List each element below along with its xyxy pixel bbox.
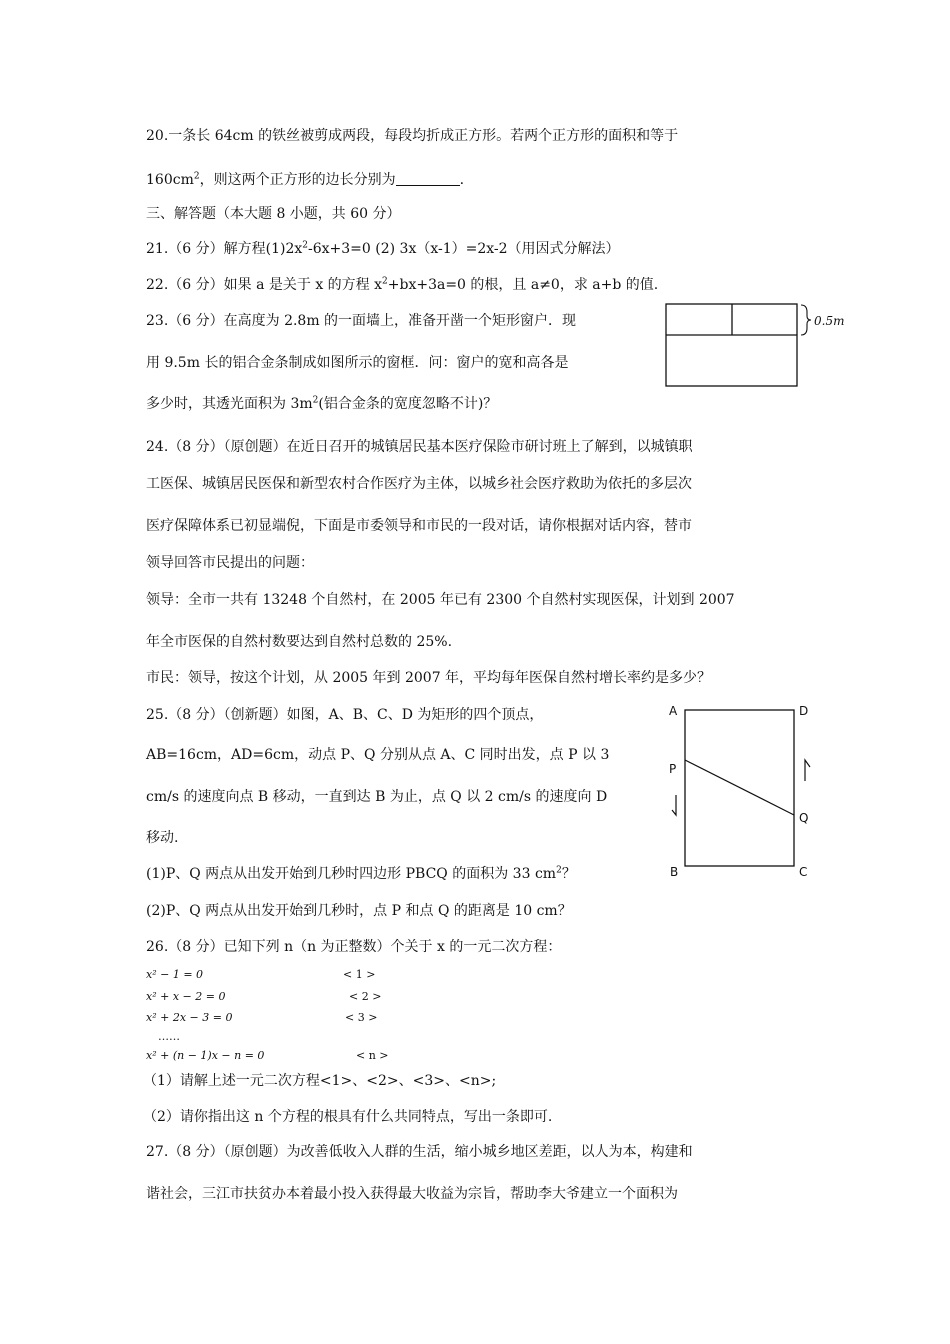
q23-line3-post: (铝合金条的宽度忽略不计)？ — [318, 396, 498, 412]
window-frame-figure — [664, 302, 854, 392]
q25-line6: (2)P、Q 两点从出发开始到几秒时，点 P 和点 Q 的距离是 10 cm？ — [146, 903, 572, 919]
q27-line2: 谐社会，三江市扶贫办本着最小投入获得最大收益为宗旨，帮助李大爷建立一个面积为 — [146, 1186, 678, 1202]
q20-line2-pre: 160cm — [146, 172, 194, 188]
q22-sup: 2 — [382, 276, 388, 287]
q27-line1: 27.（8 分）（原创题）为改善低收入人群的生活，缩小城乡地区差距，以人为本，构建和 — [146, 1144, 693, 1160]
q24-line5: 领导：全市一共有 13248 个自然村，在 2005 年已有 2300 个自然村实现医保，计划到 2007 — [146, 592, 735, 608]
equation-2: x² + x − 2 = 0 — [146, 990, 226, 1003]
q25-line5-post: ？ — [561, 866, 576, 882]
q22-pre: 22.（6 分）如果 a 是关于 x 的方程 x — [146, 277, 383, 293]
q23-line2: 用 9.5m 长的铝合金条制成如图所示的窗框．问：窗户的宽和高各是 — [146, 355, 569, 371]
q24-line3: 医疗保障体系已初显端倪，下面是市委领导和市民的一段对话，请你根据对话内容，替市 — [146, 518, 692, 534]
q21-post: -6x+3=0 (2) 3x（x-1）=2x-2（用因式分解法） — [308, 241, 620, 257]
label-q: Q — [799, 811, 809, 825]
q21-pre: 21.（6 分）解方程(1)2x — [146, 241, 303, 257]
equation-2-tag: < 2 > — [349, 990, 382, 1003]
arrow-down-icon — [672, 795, 676, 815]
label-c: C — [799, 865, 808, 879]
q25-line2: AB=16cm，AD=6cm，动点 P、Q 分别从点 A、C 同时出发，点 P 以 3 — [146, 747, 610, 763]
q21-line — [146, 239, 620, 259]
q26-sub1: （1）请解上述一元二次方程<1>、<2>、<3>、<n>; — [143, 1073, 497, 1089]
q24-line2: 工医保、城镇居民医保和新型农村合作医疗为主体，以城乡社会医疗救助为依托的多层次 — [146, 476, 692, 492]
q23-line1: 23.（6 分）在高度为 2.8m 的一面墙上，准备开凿一个矩形窗户．现 — [146, 313, 577, 329]
dimension-label: 0.5m — [814, 314, 845, 328]
q22-post: +bx+3a=0 的根，且 a≠0，求 a+b 的值. — [387, 277, 659, 293]
q25-line1: 25.（8 分）（创新题）如图，A、B、C、D 为矩形的四个顶点， — [146, 707, 544, 723]
q25-line4: 移动. — [146, 830, 179, 846]
equation-1: x² − 1 = 0 — [146, 968, 204, 981]
q25-line5-pre: (1)P、Q 两点从出发开始到几秒时四边形 PBCQ 的面积为 33 cm — [146, 866, 557, 882]
arrow-up-icon — [805, 760, 810, 781]
label-d: D — [799, 704, 809, 718]
equation-3-tag: < 3 > — [345, 1011, 378, 1024]
equation-ellipsis: …… — [158, 1030, 180, 1043]
q20-line2-sup: 2 — [193, 171, 200, 182]
q25-line5 — [146, 864, 576, 884]
q22-line — [146, 275, 658, 295]
q21-sup: 2 — [302, 240, 308, 251]
rectangle-pq-figure — [660, 698, 820, 888]
segment-pq — [685, 760, 794, 815]
q25-line5-sup: 2 — [556, 865, 562, 876]
label-b: B — [670, 865, 679, 879]
answer-blank[interactable] — [396, 171, 460, 186]
q20-line2 — [146, 170, 464, 190]
brace-icon — [801, 305, 811, 335]
equation-n-tag: < n > — [356, 1049, 389, 1062]
q23-line3-pre: 多少时，其透光面积为 3m — [146, 396, 313, 412]
q25-line3: cm/s 的速度向点 B 移动，一直到达 B 为止，点 Q 以 2 cm/s 的速度向 D — [146, 789, 608, 805]
q23-line3 — [146, 394, 497, 414]
label-p: P — [669, 762, 677, 776]
equation-1-tag: < 1 > — [343, 968, 376, 981]
q20-line1: 20.一条长 64cm 的铁丝被剪成两段，每段均折成正方形。若两个正方形的面积和等于 — [146, 128, 679, 144]
q20-line2-end: . — [459, 172, 465, 188]
q24-line7: 市民：领导，按这个计划，从 2005 年到 2007 年，平均每年医保自然村增长率约是多少？ — [146, 670, 712, 686]
section-heading: 三、解答题（本大题 8 小题，共 60 分） — [146, 206, 401, 222]
equation-3: x² + 2x − 3 = 0 — [146, 1011, 233, 1024]
q20-line2-post: ，则这两个正方形的边长分别为 — [199, 172, 396, 188]
q23-line3-sup: 2 — [312, 395, 319, 406]
q26-intro: 26.（8 分）已知下列 n（n 为正整数）个关于 x 的一元二次方程： — [146, 939, 562, 955]
q24-line6: 年全市医保的自然村数要达到自然村总数的 25%. — [146, 634, 453, 650]
q24-line1: 24.（8 分）（原创题）在近日召开的城镇居民基本医疗保险市研讨班上了解到，以城镇职 — [146, 439, 693, 455]
equation-n: x² + (n − 1)x − n = 0 — [146, 1049, 265, 1062]
q24-line4: 领导回答市民提出的问题： — [146, 555, 314, 571]
label-a: A — [669, 704, 678, 718]
q26-sub2: （2）请你指出这 n 个方程的根具有什么共同特点，写出一条即可. — [143, 1109, 553, 1125]
